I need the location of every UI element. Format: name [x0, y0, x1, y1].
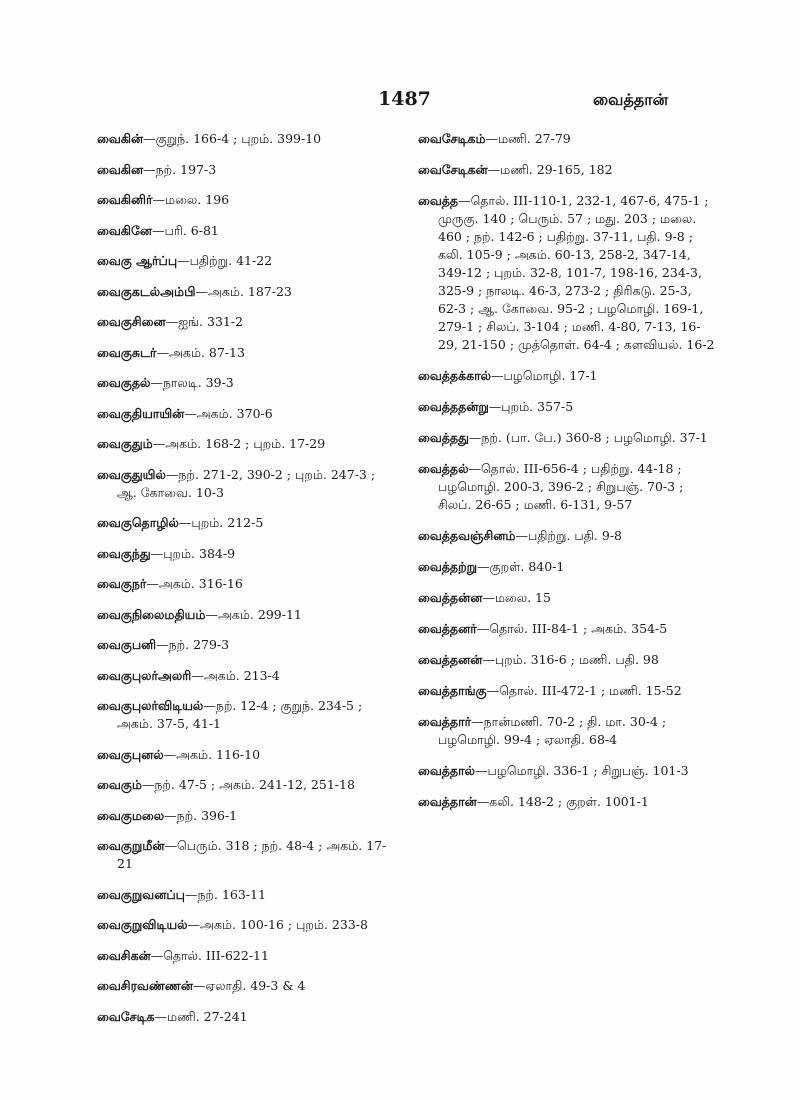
entry-references: —பெரும். 318 ; நற். 48-4 ; அகம். 17-21	[117, 838, 387, 871]
entry-headword: வைகுதொழில்	[97, 515, 179, 530]
index-entry	[418, 558, 715, 576]
index-entry	[97, 374, 397, 392]
entry-references: —அகம். 299-11	[205, 606, 302, 622]
entry-headword: வைத்தனன்	[418, 652, 483, 667]
index-entry	[97, 575, 397, 593]
entry-references: —புறம். 316-6 ; மணி. பதி. 98	[482, 652, 659, 667]
entry-headword: வைத்தாங்கு	[418, 683, 487, 698]
entry-headword: வைகின	[97, 161, 144, 177]
entry-headword: வைகுபுலர்விடியல்	[97, 698, 204, 713]
entry-headword: வைகினே	[97, 222, 153, 238]
entry-references: —நான்மணி. 70-2 ; தி. மா. 30-4 ; பழமொழி. 99-4 ; ஏலாதி. 68-4	[438, 714, 667, 747]
entry-headword: வைகினிர்	[97, 192, 153, 207]
index-entry	[97, 977, 397, 995]
entry-headword: வைகும்	[97, 777, 142, 792]
index-entry	[97, 697, 397, 733]
entry-references: —மலை. 196	[152, 192, 230, 207]
entry-references: —நற். 163-11	[184, 886, 266, 902]
index-entry	[97, 837, 397, 873]
index-entry	[418, 682, 715, 700]
index-entry	[97, 313, 397, 331]
index-entry	[97, 1008, 397, 1026]
entry-headword: வைகுபுலர்அலரி	[97, 667, 192, 683]
entry-headword: வைகுமலை	[97, 807, 165, 823]
entry-references: —நற். (பா. பே.) 360-8 ; பழமொழி. 37-1	[468, 430, 708, 445]
index-entry	[418, 589, 715, 607]
index-entry	[97, 222, 397, 240]
entry-headword: வைத்தவஞ்சினம்	[418, 528, 516, 543]
index-entry	[418, 161, 715, 179]
entry-headword: வைகுறுவனப்பு	[97, 886, 185, 902]
index-entry	[418, 527, 715, 545]
entry-headword: வைத்தனர்	[418, 621, 477, 636]
index-entry	[97, 514, 397, 532]
entry-references: —பரி. 6-81	[152, 222, 219, 238]
index-entry	[97, 545, 397, 563]
entry-references: —புறம். 357-5	[488, 399, 574, 414]
entry-headword: வைத்தது	[418, 430, 469, 445]
index-entry	[97, 161, 397, 179]
entry-references: —புறம். 212-5	[178, 515, 264, 530]
entry-headword: வைசேடிக	[97, 1008, 155, 1024]
entry-references: —நாலடி. 39-3	[150, 375, 234, 390]
entry-references: —கலி. 148-2 ; குறள். 1001-1	[476, 794, 649, 809]
entry-references: —அகம். 187-23	[195, 283, 292, 299]
entry-headword: வைகு ஆர்ப்பு	[97, 253, 178, 268]
entry-headword: வைகின்	[97, 131, 144, 146]
right-column	[418, 130, 715, 824]
index-entry	[97, 405, 397, 423]
entry-headword: வைசேடிகம்	[418, 131, 486, 146]
entry-headword: வைத்தால்	[418, 763, 475, 778]
entry-references: —ஐங். 331-2	[165, 314, 244, 329]
entry-headword: வைகுநர்	[97, 576, 147, 591]
entry-references: —நற். 47-5 ; அகம். 241-12, 251-18	[141, 777, 355, 792]
index-entry	[418, 651, 715, 669]
index-entry	[418, 367, 715, 385]
entry-headword: வைத்தன்ன	[418, 590, 483, 605]
entry-references: —தொல். III-84-1 ; அகம். 354-5	[476, 621, 668, 636]
entry-references: —நற். 12-4 ; குறுந். 234-5 ; அகம். 37-5, 41-1	[117, 698, 363, 731]
page-number: 1487	[378, 88, 431, 110]
entry-references: —பதிற்று. 41-22	[177, 253, 273, 268]
entry-headword: வைகுபனி	[97, 637, 157, 652]
entry-references: —அகம். 370-6	[184, 405, 273, 421]
entry-references: —புறம். 384-9	[150, 545, 236, 561]
entry-headword: வைத்தக்கால்	[418, 368, 491, 383]
index-entry	[97, 807, 397, 825]
index-entry	[418, 192, 715, 354]
index-entry	[97, 916, 397, 934]
entry-references: —தொல். III-622-11	[150, 947, 269, 963]
entry-headword: வைகுகடல்அம்பி	[97, 283, 196, 299]
entry-headword: வைகுந்து	[97, 545, 151, 561]
entry-references: —அகம். 168-2 ; புறம். 17-29	[152, 436, 326, 451]
running-head: வைத்தான்	[593, 90, 669, 109]
entry-headword: வைசிரவண்ணன்	[97, 978, 193, 993]
index-entry	[418, 460, 715, 514]
entry-references: —நற். 396-1	[164, 807, 238, 823]
entry-headword: வைத்தல்	[418, 461, 469, 476]
entry-references: —குறள். 840-1	[477, 559, 565, 574]
index-entry	[97, 252, 397, 270]
index-entry	[97, 636, 397, 654]
entry-headword: வைகுறுவிடியல்	[97, 917, 188, 932]
entry-headword: வைகுசினை	[97, 314, 166, 329]
entry-references: —மணி. 29-165, 182	[487, 162, 613, 177]
index-entry	[418, 620, 715, 638]
entry-headword: வைகுதியாயின்	[97, 405, 185, 421]
entry-references: —பழமொழி. 336-1 ; சிறுபஞ். 101-3	[474, 763, 689, 778]
left-column	[97, 130, 397, 1038]
entry-references: —மணி. 27-241	[154, 1008, 248, 1024]
entry-headword: வைத்தான்	[418, 794, 477, 809]
entry-references: —அகம். 116-10	[163, 746, 261, 762]
index-entry	[97, 283, 397, 301]
entry-headword: வைகுநிலைமதியம்	[97, 606, 206, 622]
index-entry	[97, 466, 397, 502]
entry-references: —அகம். 213-4	[191, 667, 280, 683]
entry-references: —மணி. 27-79	[485, 131, 571, 146]
index-entry	[97, 130, 397, 148]
index-entry	[97, 746, 397, 764]
index-entry	[97, 435, 397, 453]
index-entry	[418, 793, 715, 811]
entry-references: —நற். 279-3	[156, 637, 230, 652]
entry-references: —பதிற்று. பதி. 9-8	[515, 528, 623, 543]
entry-references: —மலை. 15	[482, 590, 551, 605]
index-entry	[418, 130, 715, 148]
entry-references: —நற். 197-3	[143, 161, 217, 177]
entry-headword: வைத்தார்	[418, 714, 472, 729]
entry-headword: வைசேடிகன்	[418, 162, 488, 177]
entry-references: —நற். 271-2, 390-2 ; புறம். 247-3 ; ஆ. கோவை. 10-3	[117, 466, 376, 500]
entry-headword: வைகுறுமீன்	[97, 838, 165, 853]
index-entry	[97, 776, 397, 794]
entry-headword: வைசிகன்	[97, 947, 151, 963]
index-entry	[97, 667, 397, 685]
index-entry	[97, 191, 397, 209]
index-entry	[97, 947, 397, 965]
entry-headword: வைத்தற்று	[418, 559, 478, 574]
entry-headword: வைகுதுயில்	[97, 466, 166, 482]
entry-references: —அகம். 316-16	[146, 576, 243, 591]
entry-references: —ஏலாதி. 49-3 & 4	[192, 978, 306, 993]
index-entry	[97, 886, 397, 904]
index-entry	[418, 762, 715, 780]
entry-references: —அகம். 87-13	[156, 344, 245, 360]
index-entry	[97, 344, 397, 362]
entry-references: —குறுந். 166-4 ; புறம். 399-10	[143, 131, 322, 146]
index-entry	[418, 429, 715, 447]
entry-references: —பழமொழி. 17-1	[490, 368, 598, 383]
index-entry	[418, 398, 715, 416]
entry-headword: வைத்ததன்று	[418, 399, 489, 414]
entry-headword: வைத்த	[418, 193, 459, 208]
entry-headword: வைகுசுடர்	[97, 344, 157, 360]
index-entry	[418, 713, 715, 749]
index-entry	[97, 606, 397, 624]
entry-references: —தொல். III-110-1, 232-1, 467-6, 475-1 ; முருகு. 140 ; பெரும். 57 ; மது. 203 ; மலை. 460 ; நற். 142-6 ; பதிற்று. 37-11, பதி. 9-8 ; கலி. 105-9 ; அகம். 60-13, 258-2, 347-14, 349-12 ; புறம். 32-8, 101-7, 198-16, 234-3, 325-9 ; நாலடி. 46-3, 273-2 ; திரிகடு. 25-3, 62-3 ; ஆ. கோவை. 95-2 ; பழமொழி. 169-1, 279-1 ; சிலப். 3-104 ; மணி. 4-80, 7-13, 16-29, 21-150 ; முத்தொள். 64-4 ; களவியல். 16-2	[438, 193, 715, 352]
entry-headword: வைகுதல்	[97, 375, 151, 390]
entry-references: —தொல். III-472-1 ; மணி. 15-52	[486, 683, 682, 698]
entry-headword: வைகுதும்	[97, 436, 153, 451]
entry-references: —அகம். 100-16 ; புறம். 233-8	[187, 917, 368, 932]
entry-references: —தொல். III-656-4 ; பதிற்று. 44-18 ; பழமொழி. 200-3, 396-2 ; சிறுபஞ். 70-3 ; சிலப். 26-65 ; மணி. 6-131, 9-57	[438, 461, 684, 512]
entry-headword: வைகுபுனல்	[97, 746, 164, 762]
